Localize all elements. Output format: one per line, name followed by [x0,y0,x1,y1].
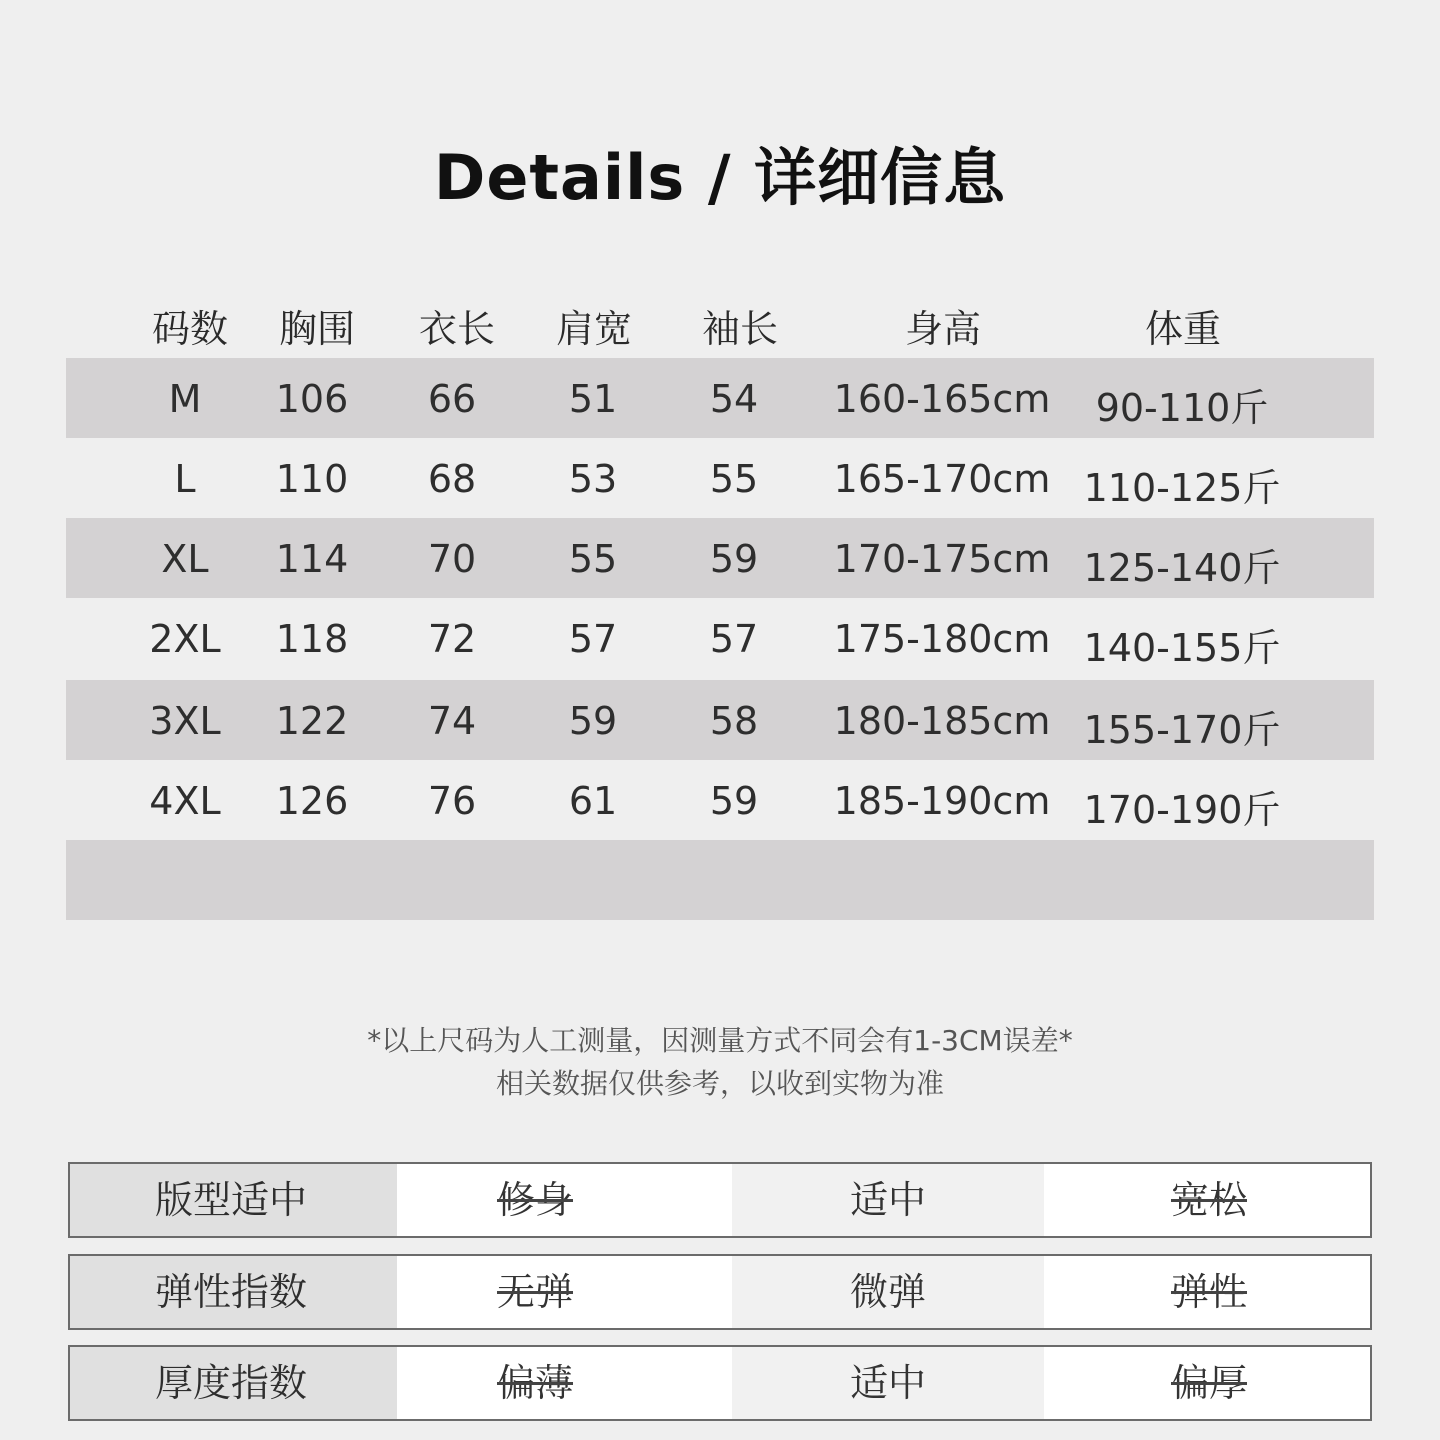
cell-size: XL [161,537,209,581]
cell-length: 68 [427,457,477,501]
header-shoulder: 肩宽 [555,307,633,351]
cell-height: 170-175cm [833,537,1051,581]
cell-length: 72 [427,617,477,661]
cell-height: 180-185cm [833,699,1051,743]
thickness-index-label: 厚度指数 [70,1347,397,1419]
cell-chest: 110 [275,457,349,501]
fit-index-label: 版型适中 [70,1164,397,1236]
cell-height: 175-180cm [833,617,1051,661]
header-sleeve: 袖长 [701,307,779,351]
elasticity-option-slight: 微弹 [849,1270,927,1314]
cell-sleeve: 59 [709,537,759,581]
table-row [66,518,1374,598]
cell-size: 2XL [149,617,221,661]
cell-shoulder: 59 [568,699,618,743]
cell-length: 76 [427,779,477,823]
thickness-option-thin: 偏薄 [496,1361,574,1405]
cell-height: 160-165cm [833,377,1051,421]
elasticity-index-row [68,1254,1372,1330]
cell-shoulder: 61 [568,779,618,823]
cell-weight: 110-125斤 [1083,466,1281,510]
thickness-option-medium: 适中 [849,1361,927,1405]
cell-size: M [168,377,202,421]
cell-shoulder: 55 [568,537,618,581]
cell-length: 70 [427,537,477,581]
cell-sleeve: 55 [709,457,759,501]
elasticity-option-none: 无弹 [496,1270,574,1314]
cell-shoulder: 57 [568,617,618,661]
size-table-header [66,280,1374,358]
table-row [66,680,1374,760]
fit-option-slim: 修身 [496,1178,574,1222]
fit-option-loose: 宽松 [1170,1178,1248,1222]
elasticity-option-stretch: 弹性 [1170,1270,1248,1314]
table-row [66,438,1374,518]
cell-weight: 125-140斤 [1083,546,1281,590]
measurement-note: *以上尺码为人工测量，因测量方式不同会有1-3CM误差* [367,1024,1073,1057]
fit-option-regular: 适中 [849,1178,927,1222]
cell-weight: 170-190斤 [1083,788,1281,832]
header-chest: 胸围 [278,307,356,351]
cell-chest: 106 [275,377,349,421]
cell-length: 74 [427,699,477,743]
cell-sleeve: 54 [709,377,759,421]
cell-chest: 122 [275,699,349,743]
cell-chest: 114 [275,537,349,581]
reference-note: 相关数据仅供参考，以收到实物为准 [495,1067,944,1100]
cell-size: L [174,457,196,501]
thickness-option-thick: 偏厚 [1170,1361,1248,1405]
header-weight: 体重 [1144,307,1222,351]
cell-length: 66 [427,377,477,421]
cell-size: 4XL [149,779,221,823]
thickness-index-row [68,1345,1372,1421]
table-row [66,760,1374,840]
elasticity-index-label: 弹性指数 [70,1256,397,1328]
table-row [66,358,1374,438]
cell-height: 165-170cm [833,457,1051,501]
cell-sleeve: 59 [709,779,759,823]
cell-size: 3XL [149,699,221,743]
header-height: 身高 [904,307,982,351]
cell-weight: 140-155斤 [1083,626,1281,670]
cell-chest: 118 [275,617,349,661]
fit-index-row [68,1162,1372,1238]
cell-chest: 126 [275,779,349,823]
cell-weight: 155-170斤 [1083,708,1281,752]
page-title: Details / 详细信息 [433,141,1007,214]
table-row-empty [66,840,1374,920]
cell-sleeve: 58 [709,699,759,743]
header-size: 码数 [151,307,229,351]
cell-height: 185-190cm [833,779,1051,823]
cell-weight: 90-110斤 [1095,386,1269,430]
header-length: 衣长 [418,307,496,351]
cell-shoulder: 51 [568,377,618,421]
cell-sleeve: 57 [709,617,759,661]
cell-shoulder: 53 [568,457,618,501]
table-row [66,598,1374,678]
